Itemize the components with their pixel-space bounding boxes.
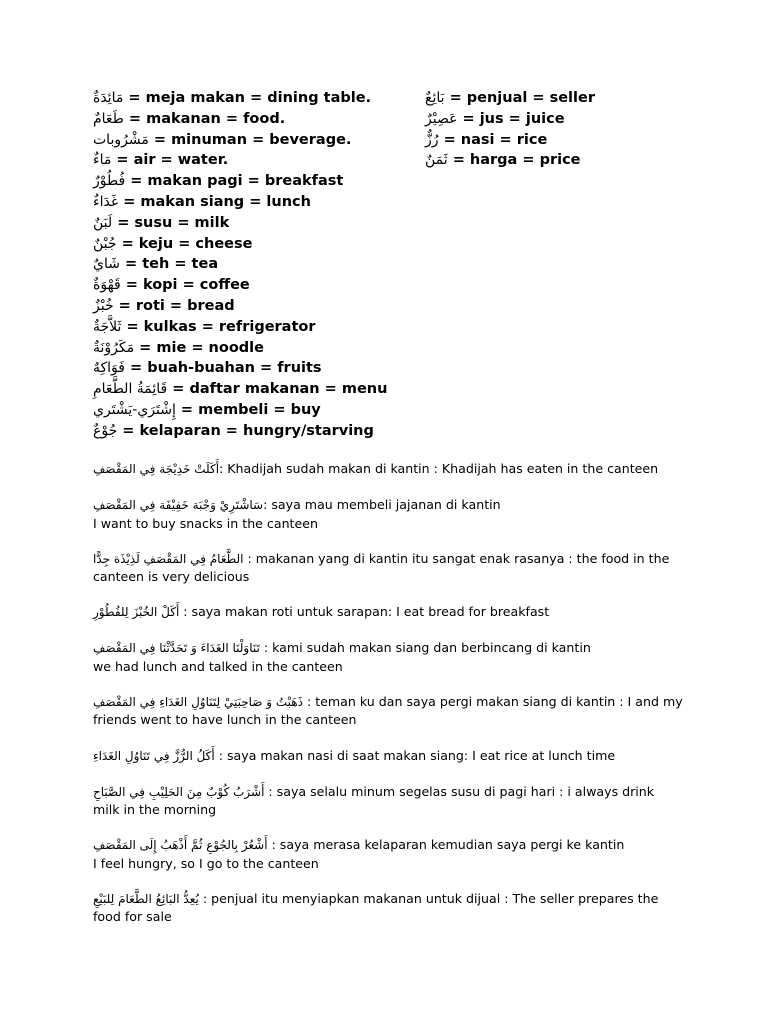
- arabic-term: جُبْنٌ: [93, 235, 117, 252]
- sentence-translation: I feel hungry, so I go to the canteen: [93, 855, 319, 871]
- sentence: [93, 747, 683, 766]
- sentence-translation: : makanan yang di kantin itu sangat enak rasanya : the food in the canteen is very delicious: [93, 550, 670, 585]
- sentence-arabic: تَنَاوَلْنَا الغَدَاءَ وَ تَحَدَّثْنَا فِي المَقْصَفِ: [93, 641, 260, 656]
- sentence: [93, 496, 683, 515]
- arabic-term: ثَلاَّجَةٌ: [93, 318, 122, 335]
- sentence: [93, 603, 683, 622]
- vocab-item: [93, 421, 423, 442]
- term-meaning: = harga = price: [447, 152, 581, 169]
- sentence: [93, 515, 683, 533]
- vocab-item: [93, 192, 423, 213]
- arabic-term: رُزٌّ: [425, 131, 439, 148]
- vocab-item: [93, 130, 423, 151]
- sentence-translation: : penjual itu menyiapkan makanan untuk dijual : The seller prepares the food for sale: [93, 890, 659, 925]
- term-meaning: = penjual = seller: [444, 90, 595, 106]
- sentence-translation: we had lunch and talked in the canteen: [93, 658, 343, 674]
- term-meaning: = susu = milk: [112, 214, 230, 231]
- term-meaning: = makan pagi = breakfast: [125, 173, 344, 190]
- sentence-arabic: يُعِدُّ البَائِعُ الطَّعَامَ لِلبَيْعِ: [93, 891, 199, 906]
- sentence: [93, 460, 683, 479]
- vocab-item: [93, 379, 423, 400]
- vocab-item: [93, 338, 423, 359]
- arabic-term: فَوَاكِهٌ: [93, 360, 125, 377]
- term-meaning: = minuman = beverage.: [148, 131, 352, 148]
- term-meaning: = air = water.: [111, 152, 229, 169]
- vocab-item: [93, 88, 423, 109]
- sentence-arabic: ذَهَبْتُ وَ صَاحِبَتِيْ لِتَنَاوُلِ الغَدَاءِ فِي المَقْصَفِ: [93, 694, 303, 709]
- arabic-term: فُطُوْرٌ: [93, 173, 126, 190]
- sentence-arabic: أَكَلَتْ خَدِيْجَة فِي المَقْصَفِ: [93, 462, 220, 476]
- vocab-item: [93, 150, 423, 171]
- sentence-translation: I want to buy snacks in the canteen: [93, 515, 318, 531]
- term-meaning: = kopi = coffee: [120, 277, 250, 294]
- arabic-term: طَعَامٌ: [93, 110, 124, 127]
- term-meaning: = keju = cheese: [116, 235, 253, 252]
- vocab-item: [93, 296, 423, 317]
- sentence-translation: : saya mau membeli jajanan di kantin: [263, 497, 501, 513]
- arabic-term: مَشْرُوبات: [93, 131, 149, 148]
- arabic-term: خُبْزٌ: [93, 297, 114, 314]
- sentence: [93, 890, 683, 926]
- sentence-translation: : saya merasa kelaparan kemudian saya pergi ke kantin: [267, 837, 625, 853]
- sentence-translation: : teman ku dan saya pergi makan siang di kantin : I and my friends went to have lunch in the canteen: [93, 693, 683, 728]
- arabic-term: غَدَاءٌ: [93, 193, 119, 210]
- arabic-term: لَبَنٌ: [93, 214, 113, 231]
- arabic-term: شَايٌ: [93, 256, 120, 273]
- arabic-term: إِشْتَرَي-يَشْتَري: [93, 401, 176, 418]
- vocab-item: [93, 317, 423, 338]
- arabic-term: جُوْعٌ: [93, 422, 118, 439]
- sentence-arabic: أَكَلْ الخُبْزَ لِلفُطُوْرِ: [93, 605, 180, 620]
- vocab-item: [93, 213, 423, 234]
- sentence: [93, 855, 683, 873]
- vocab-item: [425, 130, 685, 151]
- term-meaning: = roti = bread: [113, 297, 235, 314]
- arabic-term: مَائِدَةٌ: [93, 90, 124, 106]
- term-meaning: = mie = noodle: [134, 339, 264, 356]
- vocab-item: [425, 109, 685, 130]
- term-meaning: = buah-buahan = fruits: [125, 360, 322, 377]
- vocab-list-left: [93, 88, 423, 442]
- arabic-term: قَهْوَةٌ: [93, 277, 121, 294]
- example-sentences: [93, 460, 683, 943]
- term-meaning: = makanan = food.: [123, 110, 286, 127]
- sentence-translation: : saya makan roti untuk sarapan: I eat bread for breakfast: [179, 604, 550, 620]
- term-meaning: = nasi = rice: [438, 131, 548, 148]
- term-meaning: = kulkas = refrigerator: [121, 318, 316, 335]
- sentence-translation: : Khadijah sudah makan di kantin : Khadijah has eaten in the canteen: [219, 461, 659, 476]
- sentence: [93, 783, 683, 819]
- vocab-item: [93, 254, 423, 275]
- vocab-list-right: [425, 88, 685, 171]
- vocab-item: [93, 400, 423, 421]
- sentence-translation: : saya makan nasi di saat makan siang: I eat rice at lunch time: [214, 747, 616, 763]
- vocab-item: [93, 358, 423, 379]
- sentence-arabic: الطَّعَامُ فِي المَقْصَفِ لَذِيْذَة جِدًّا: [93, 551, 244, 566]
- term-meaning: = kelaparan = hungry/starving: [117, 422, 374, 439]
- sentence-translation: : saya selalu minum segelas susu di pagi hari : i always drink milk in the morning: [93, 783, 655, 818]
- vocab-item: [425, 88, 685, 109]
- arabic-term: مَكَرُوْنَةٌ: [93, 339, 135, 356]
- sentence: [93, 836, 683, 855]
- sentence: [93, 658, 683, 676]
- term-meaning: = teh = tea: [119, 256, 219, 273]
- arabic-term: ثَمَنٌ: [425, 152, 448, 169]
- term-meaning: = jus = juice: [457, 110, 565, 127]
- sentence-arabic: أَكَلُ الرُّزَّ فِي تَنَاوُلِ الغَدَاءِ: [93, 748, 215, 763]
- sentence: [93, 693, 683, 729]
- sentence: [93, 550, 683, 586]
- vocab-item: [93, 171, 423, 192]
- vocab-item: [425, 150, 685, 171]
- term-meaning: = meja makan = dining table.: [123, 90, 372, 106]
- sentence-translation: : kami sudah makan siang dan berbincang di kantin: [259, 640, 591, 656]
- sentence-arabic: سَاشْتَرِيْ وَجْبَة خَفِيْفَة فِي المَقْصَفِ: [93, 498, 264, 513]
- arabic-term: عَصِيْرٌ: [425, 110, 458, 127]
- vocab-item: [93, 275, 423, 296]
- vocab-item: [93, 109, 423, 130]
- term-meaning: = daftar makanan = menu: [167, 381, 388, 398]
- vocab-item: [93, 234, 423, 255]
- term-meaning: = makan siang = lunch: [118, 193, 311, 210]
- sentence-arabic: أَشْرَبُ كُوْبٌ مِنَ الحَلِيْبِ فِي الصَّبَاحِ: [93, 784, 265, 799]
- arabic-term: مَاءٌ: [93, 152, 112, 169]
- arabic-term: بَائِعٌ: [425, 90, 445, 106]
- arabic-term: قَائِمَةُ الطَّعَامِ: [93, 381, 168, 398]
- sentence: [93, 639, 683, 658]
- sentence-arabic: أَشْعُرْ بِالجُوْعِ ثُمَّ أَذْهَبُ إِلَى المَقْصَفِ: [93, 838, 268, 853]
- term-meaning: = membeli = buy: [175, 401, 321, 418]
